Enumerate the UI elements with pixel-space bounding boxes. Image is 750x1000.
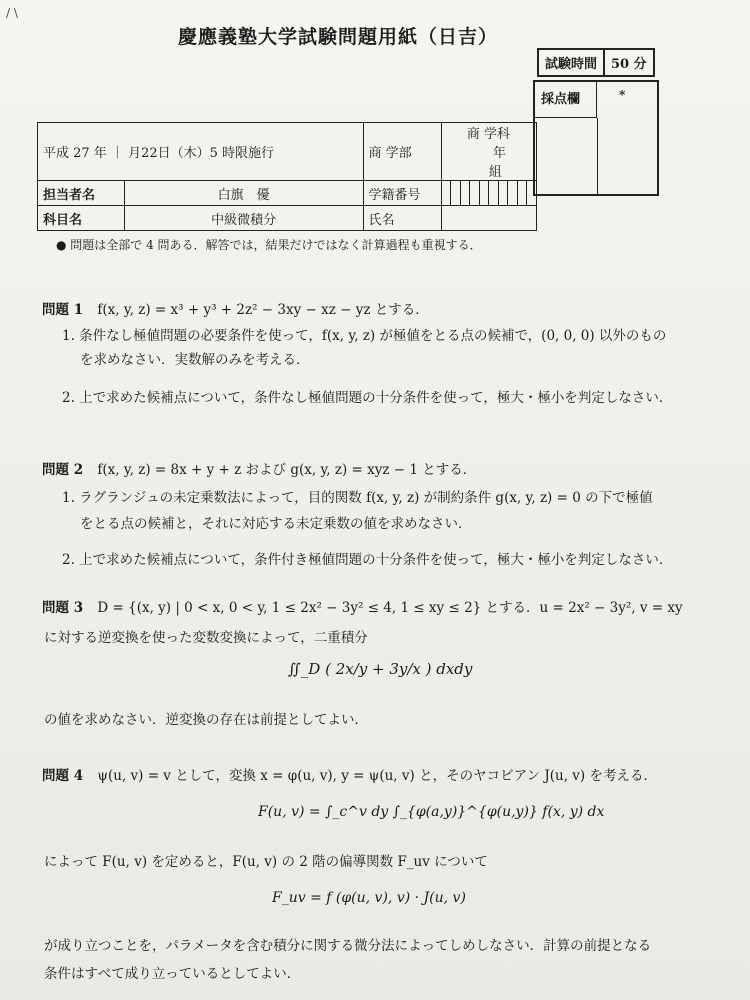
problem-1-q1-line1: 1. 条件なし極値問題の必要条件を使って，f(x, y, z) が極値をとる点の候補で，(0, 0, 0) 以外のもの: [62, 328, 667, 344]
subject-name: 中級微積分: [124, 206, 363, 231]
corner-mark: / \: [6, 6, 18, 20]
student-id-box[interactable]: [489, 181, 499, 206]
student-id-box[interactable]: [498, 181, 508, 206]
score-box: [533, 80, 659, 196]
student-id-box[interactable]: [527, 181, 537, 206]
time-value: 50 分: [603, 50, 653, 75]
problem-3-integral: ∬_D ( 2x/y + 3y/x ) dxdy: [288, 660, 473, 678]
subject-label: 科目名: [38, 206, 125, 231]
problem-4-line2: によって F(u, v) を定めると，F(u, v) の 2 階の偏導関数 F_uv について: [44, 854, 488, 870]
name-field[interactable]: [441, 206, 536, 231]
problem-1-statement: f(x, y, z) = x³ + y³ + 2z² − 3xy − xz − yz とする．: [97, 302, 429, 318]
student-id-box[interactable]: [479, 181, 489, 206]
faculty: 商 学部: [363, 123, 441, 181]
problem-4-label: 問題 4: [42, 768, 84, 784]
problem-4-heading: [42, 764, 657, 784]
problem-2-heading: [42, 458, 476, 478]
problem-1-label: 問題 1: [42, 302, 84, 318]
score-mark: *: [619, 88, 626, 102]
problem-1-q1-line2: を求めなさい．実数解のみを考える．: [80, 352, 310, 368]
problem-4-formula-F: F(u, v) = ∫_c^v dy ∫_{φ(a,y)}^{φ(u,y)} f(x, y) dx: [258, 804, 605, 820]
instructions-note: ● 問題は全部で 4 問ある．解答では，結果だけではなく計算過程も重視する．: [56, 238, 482, 252]
problem-2-q2: 2. 上で求めた候補点について，条件付き極値問題の十分条件を使って，極大・極小を判定しなさい．: [62, 552, 673, 568]
problem-2-q1-line1: 1. ラグランジュの未定乗数法によって，目的関数 f(x, y, z) が制約条件 g(x, y, z) = 0 の下で極値: [62, 490, 653, 506]
problem-4-line4: 条件はすべて成り立っているとしてよい．: [44, 966, 301, 982]
teacher-name: 白旗 優: [124, 181, 363, 206]
student-id-box[interactable]: [451, 181, 461, 206]
problem-4-line3: が成り立つことを，パラメータを含む積分に関する微分法によってしめしなさい．計算の前提となる: [44, 938, 652, 954]
class-label: 組: [488, 165, 502, 180]
time-label: 試験時間: [545, 57, 598, 72]
problem-2-statement: f(x, y, z) = 8x + y + z および g(x, y, z) = xyz − 1 とする．: [97, 462, 477, 478]
problem-2-label: 問題 2: [42, 462, 84, 478]
department: 商 学科: [466, 127, 511, 142]
problem-3-heading: [42, 596, 683, 616]
name-label: 氏名: [363, 206, 441, 231]
problem-2-q1-line2: をとる点の候補と，それに対応する未定乗数の値を求めなさい．: [80, 516, 472, 532]
student-id-box[interactable]: [460, 181, 470, 206]
problem-1-heading: [42, 298, 429, 318]
problem-3-line3: の値を求めなさい．逆変換の存在は前提としてよい．: [44, 712, 368, 728]
problem-4-line1: ψ(u, v) = v として，変換 x = φ(u, v), y = ψ(u, v) と，そのヤコビアン J(u, v) を考える．: [97, 768, 657, 784]
exam-date: 平成 27 年 ｜ 月22日（木）5 時限施行: [38, 123, 364, 181]
exam-title: 慶應義塾大学試験問題用紙（日吉）: [178, 26, 499, 48]
student-id-box[interactable]: [517, 181, 527, 206]
score-label: 採点欄: [535, 82, 597, 118]
problem-3-label: 問題 3: [42, 600, 84, 616]
problem-3-line2: に対する逆変換を使った変数変換によって，二重積分: [44, 630, 368, 646]
student-id-label: 学籍番号: [363, 181, 441, 206]
score-divider: [597, 118, 598, 194]
student-id-box[interactable]: [441, 181, 451, 206]
year-label: 年: [492, 146, 506, 161]
student-info-table: [37, 122, 537, 231]
instructions-text: 問題は全部で 4 問ある．解答では，結果だけではなく計算過程も重視する．: [70, 238, 482, 252]
teacher-label: 担当者名: [38, 181, 125, 206]
problem-3-line1: D = {(x, y) | 0 < x, 0 < y, 1 ≤ 2x² − 3y² ≤ 4, 1 ≤ xy ≤ 2} とする．u = 2x² − 3y², v = xy: [97, 600, 683, 616]
student-id-box[interactable]: [470, 181, 480, 206]
problem-1-q2: 2. 上で求めた候補点について，条件なし極値問題の十分条件を使って，極大・極小を判定しなさい．: [62, 390, 673, 406]
exam-time-box: [537, 48, 655, 77]
student-id-box[interactable]: [508, 181, 518, 206]
problem-4-formula-Fuv: F_uv = f (φ(u, v), v) · J(u, v): [272, 890, 466, 906]
